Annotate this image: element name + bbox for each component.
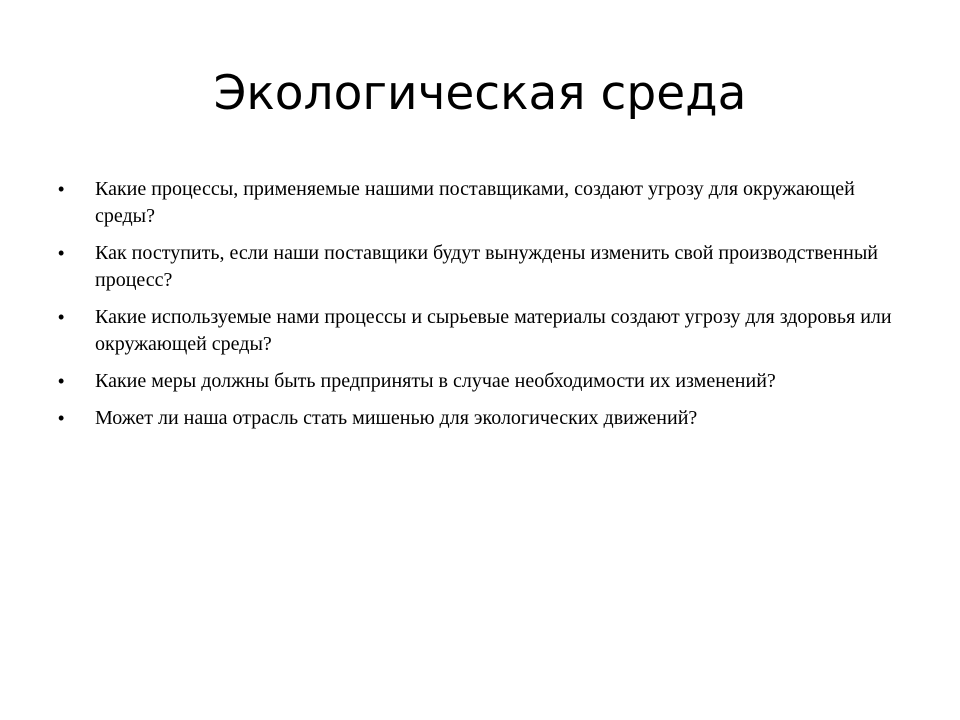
bullet-dot-icon: • bbox=[58, 243, 65, 263]
slide-title: Экологическая среда bbox=[213, 66, 747, 121]
bullet-list bbox=[58, 176, 898, 442]
bullet-text: Как поступить, если наши поставщики будут вынуждены изменить свой производственный процесс? bbox=[95, 242, 879, 291]
bullet-item bbox=[58, 304, 898, 358]
bullet-item bbox=[58, 368, 898, 395]
bullet-dot-icon: • bbox=[58, 371, 65, 391]
bullet-text: Какие используемые нами процессы и сырьевые материалы создают угрозу для здоровья или окружающей среды? bbox=[95, 306, 892, 355]
bullet-text: Какие меры должны быть предприняты в случае необходимости их изменений? bbox=[95, 370, 776, 392]
bullet-item bbox=[58, 240, 898, 294]
bullet-dot-icon: • bbox=[58, 307, 65, 327]
bullet-item bbox=[58, 405, 898, 432]
bullet-dot-icon: • bbox=[58, 179, 65, 199]
bullet-item bbox=[58, 176, 898, 230]
bullet-text: Может ли наша отрасль стать мишенью для экологических движений? bbox=[95, 407, 698, 429]
bullet-dot-icon: • bbox=[58, 408, 65, 428]
bullet-text: Какие процессы, применяемые нашими поставщиками, создают угрозу для окружающей среды? bbox=[95, 178, 855, 227]
